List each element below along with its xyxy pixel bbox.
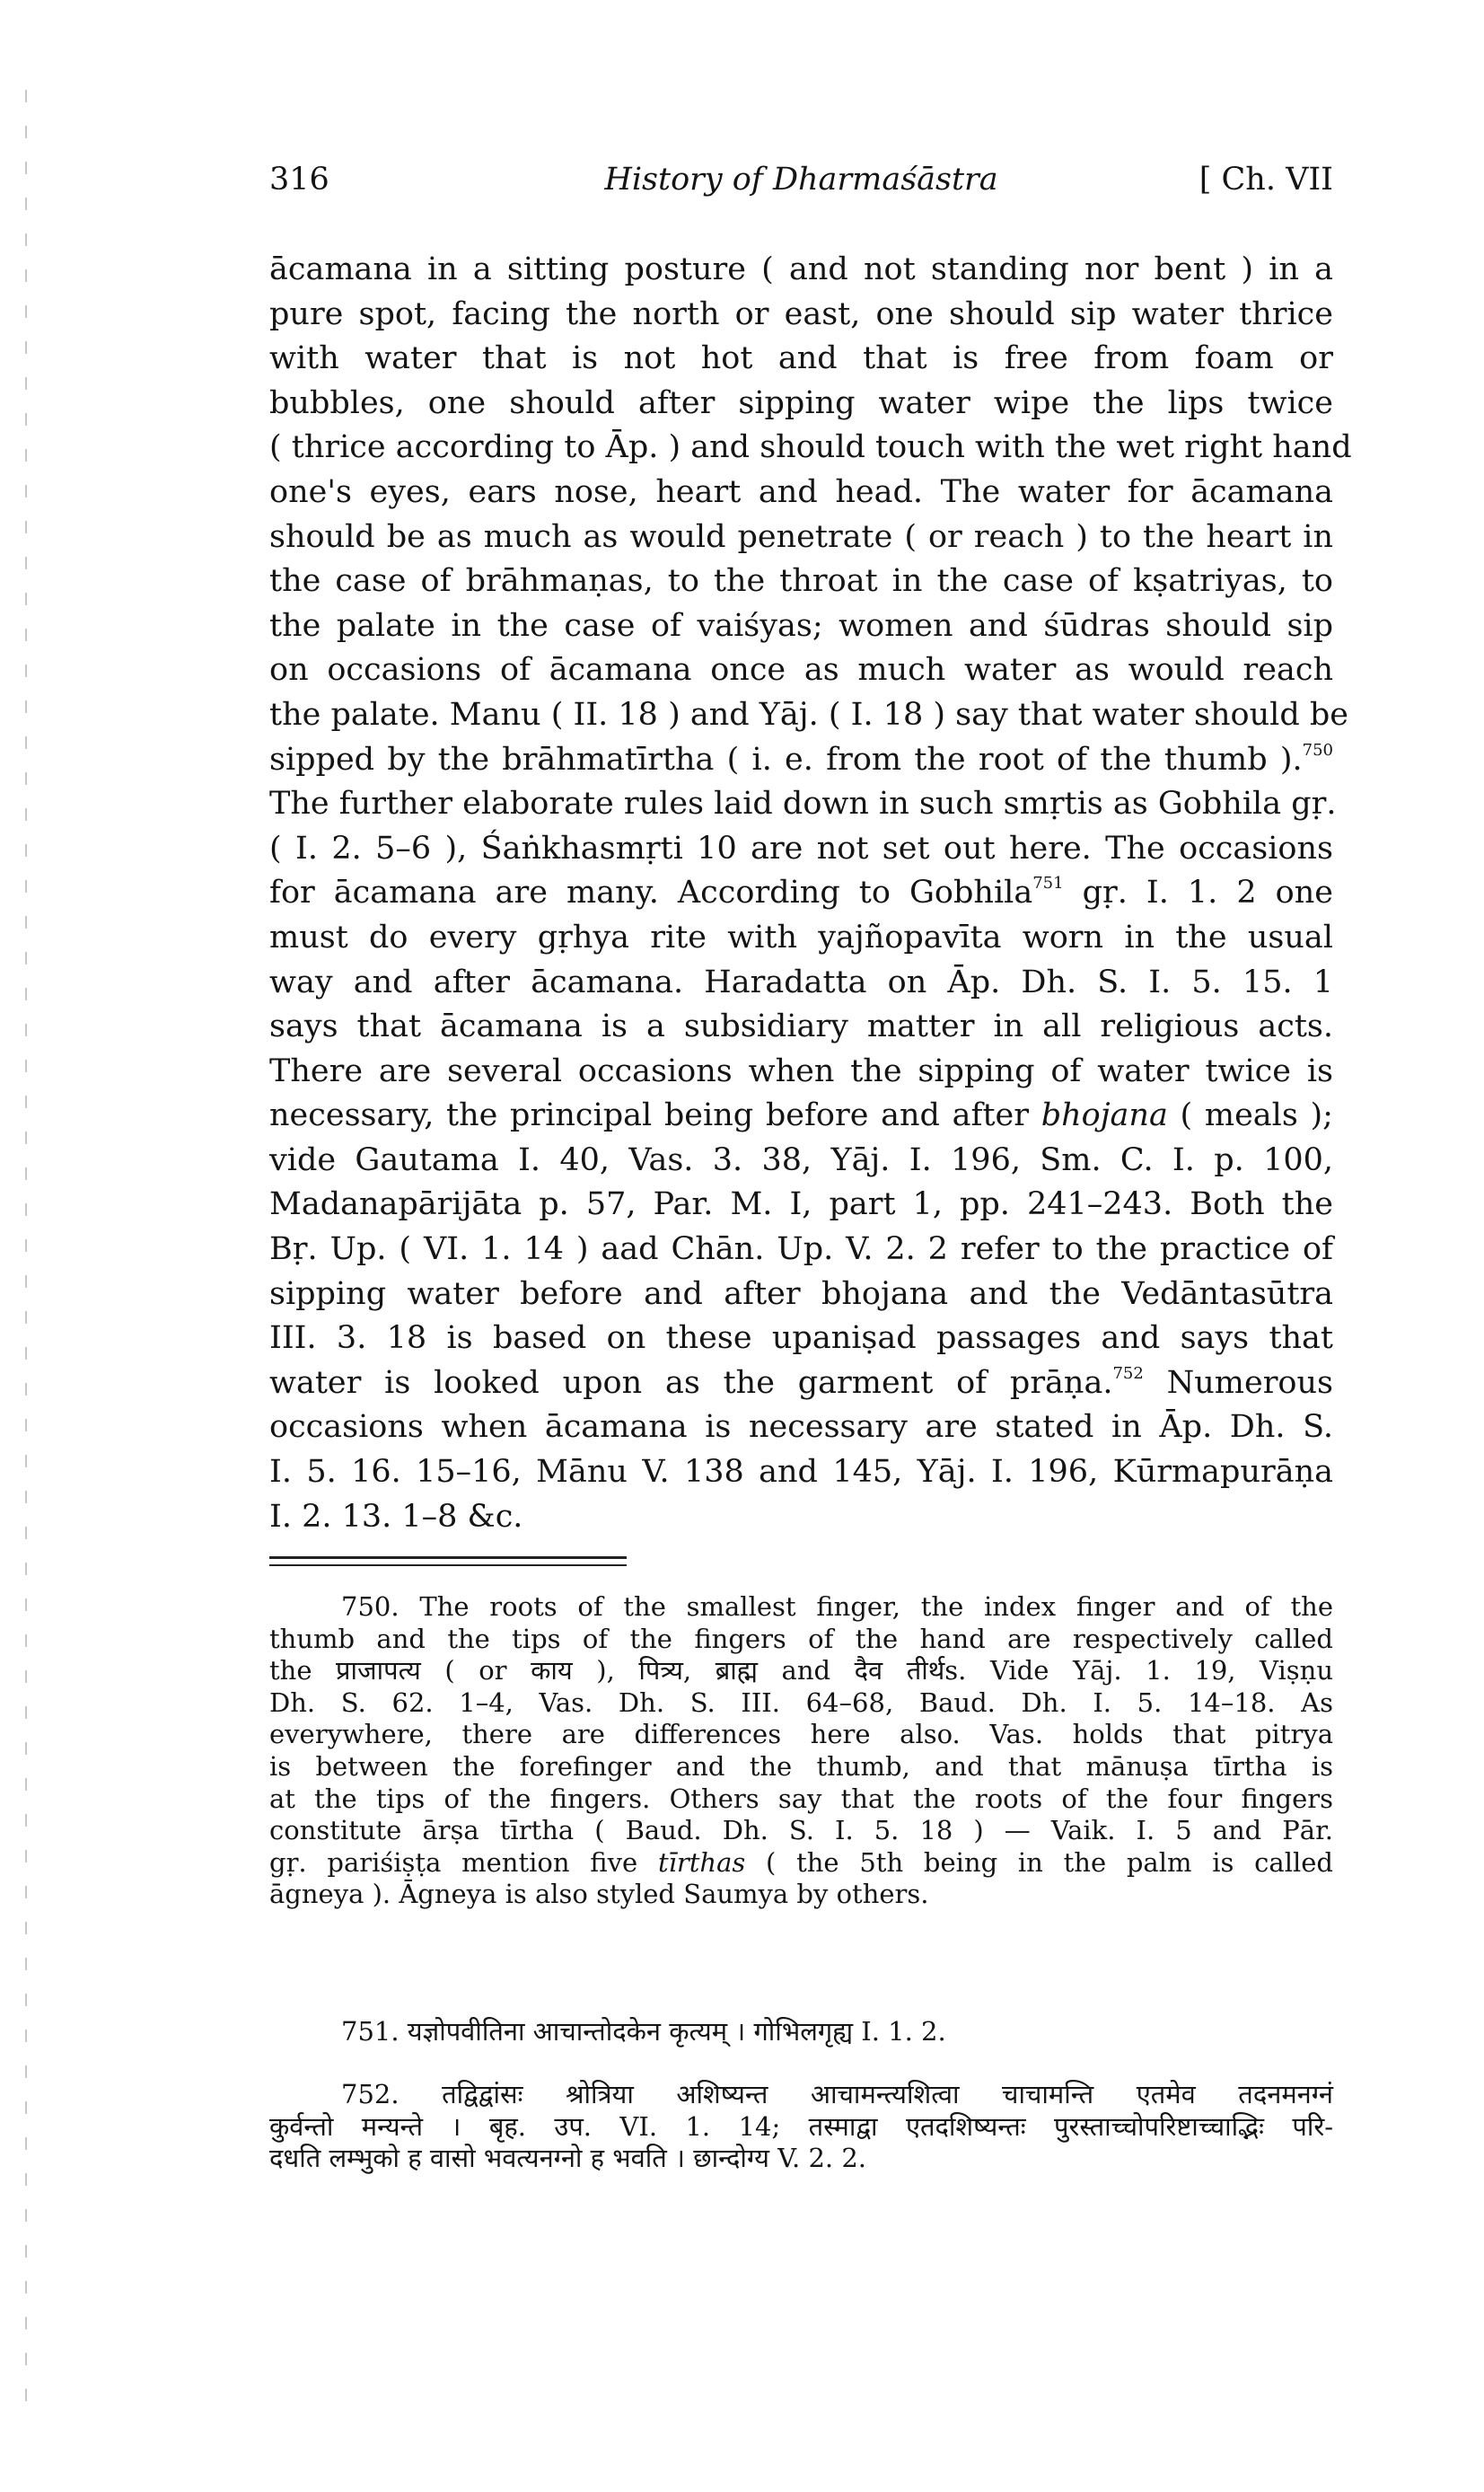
main-text [269,248,1352,1539]
footnote-line: Dh. S. 62. 1–4, Vas. Dh. S. III. 64–68, Baud. Dh. I. 5. 14–18. As [269,1686,1333,1718]
footnote-line: constitute ārṣa tīrtha ( Baud. Dh. S. I. 5. 18 ) — Vaik. I. 5 and Pār. [269,1815,1333,1846]
italic-term: tīrthas [657,1846,746,1878]
text-line: water is looked upon as the garment of prāṇa.$^{752}$ Numerous [269,1363,1334,1401]
footnote-line: gṛ. pariśiṣṭa mention five tīrthas ( the 5th being in the palm is called [269,1846,1333,1878]
text-line: The further elaborate rules laid down in such smṛtis as Gobhila gṛ. [269,786,1337,823]
text-line: Bṛ. Up. ( VI. 1. 14 ) aad Chān. Up. V. 2. 2 refer to the practice of [269,1231,1333,1268]
footnote-divider [269,1564,627,1566]
scan-margin-line [25,90,27,2407]
footnote-line: 750. The roots of the smallest finger, the index finger and of the [341,1591,1333,1622]
text-line: I. 5. 16. 15–16, Mānu V. 138 and 145, Yāj. I. 196, Kūrmapurāṇa [269,1454,1333,1491]
text-line: ācamana in a sitting posture ( and not standing nor bent ) in a [269,251,1333,287]
text-line: pure spot, facing the north or east, one should sip water thrice [269,295,1333,332]
footnote-line: दधति लम्भुको ह वासो भवत्यनग्नो ह भवति । छान्दोग्य V. 2. 2. [269,2143,867,2174]
text-line: should be as much as would penetrate ( or reach ) to the heart in [269,518,1333,555]
footnote-line: is between the forefinger and the thumb, and that mānuṣa tīrtha is [269,1750,1333,1782]
text-line: III. 3. 18 is based on these upaniṣad passages and says that [269,1320,1333,1357]
text-line: the palate. Manu ( II. 18 ) and Yāj. ( I. 18 ) say that water should be [269,696,1348,733]
text-line: sipped by the brāhmatīrtha ( i. e. from the root of the thumb ).$^{750}$ [269,740,1333,778]
footnote-ref-751[interactable]: 751 [1032,874,1064,894]
text-line: the case of brāhmaṇas, to the throat in the case of kṣatriyas, to [269,563,1333,600]
text-line: ( thrice according to Āp. ) and should touch with the wet right hand [269,429,1352,466]
page-number: 316 [269,162,329,198]
italic-term: bhojana [1041,1097,1168,1134]
text-line: necessary, the principal being before and after bhojana ( meals ); [269,1097,1333,1134]
text-line: the palate in the case of vaiśyas; women and śūdras should sip [269,607,1333,644]
footnote-divider [269,1556,627,1559]
text-line: for ācamana are many. According to Gobhila$^{751}$ gṛ. I. 1. 2 one [269,874,1333,911]
running-header [269,162,1333,216]
footnote-750 [269,1591,1333,1911]
text-line: bubbles, one should after sipping water wipe the lips twice [269,384,1333,421]
text-line: vide Gautama I. 40, Vas. 3. 38, Yāj. I. 196, Sm. C. I. p. 100, [269,1141,1333,1178]
footnote-ref-752[interactable]: 752 [1112,1363,1144,1383]
chapter-label: [ Ch. VII [1199,162,1333,198]
footnote-ref-750[interactable]: 750 [1302,740,1333,760]
text-line: with water that is not hot and that is free from foam or [269,340,1333,377]
text-line: ( I. 2. 5–6 ), Śaṅkhasmṛti 10 are not set out here. The occasions [269,830,1333,867]
running-title: History of Dharmaśāstra [604,162,998,198]
footnote-line: the प्राजापत्य ( or काय ), पित्र्य, ब्राह्म and दैव तीर्थs. Vide Yāj. 1. 19, Viṣṇu [269,1655,1333,1686]
footnote-line: कुर्वन्तो मन्यन्ते । बृह. उप. VI. 1. 14; तस्माद्वा एतदशिष्यन्तः पुरस्ताच्चोपरिष्टाच्चाद्भिः परि- [269,2110,1333,2142]
text-line: Madanapārijāta p. 57, Par. M. I, part 1, pp. 241–243. Both the [269,1186,1333,1223]
footnote-line: thumb and the tips of the fingers of the hand are respectively called [269,1623,1333,1654]
text-line: There are several occasions when the sipping of water twice is [269,1052,1333,1089]
text-line: occasions when ācamana is necessary are stated in Āp. Dh. S. [269,1409,1333,1446]
text-line: sipping water before and after bhojana and the Vedāntasūtra [269,1275,1333,1312]
text-line: one's eyes, ears nose, heart and head. The water for ācamana [269,473,1333,510]
footnote-751 [269,2016,1333,2048]
text-line: must do every gṛhya rite with yajñopavīta worn in the usual [269,919,1333,955]
footnote-752 [269,2079,1333,2175]
text-line: on occasions of ācamana once as much water as would reach [269,652,1333,689]
text-line: way and after ācamana. Haradatta on Āp. Dh. S. I. 5. 15. 1 [269,964,1333,1000]
footnote-line: at the tips of the fingers. Others say that the roots of the four fingers [269,1783,1333,1814]
footnote-line: āgneya ). Āgneya is also styled Saumya by others. [269,1879,929,1910]
footnote-line: 752. तद्विद्वांसः श्रोत्रिया अशिष्यन्त आचामन्त्यशित्वा चाचामन्ति एतमेव तदनमनग्नं [341,2079,1333,2109]
footnote-line: everywhere, there are differences here also. Vas. holds that pitrya [269,1719,1333,1750]
text-line: says that ācamana is a subsidiary matter in all religious acts. [269,1008,1333,1045]
text-line: I. 2. 13. 1–8 &c. [269,1498,523,1535]
footnote-line: 751. यज्ञोपवीतिना आचान्तोदकेन कृत्यम् । गोभिलगृह्य I. 1. 2. [341,2016,946,2047]
